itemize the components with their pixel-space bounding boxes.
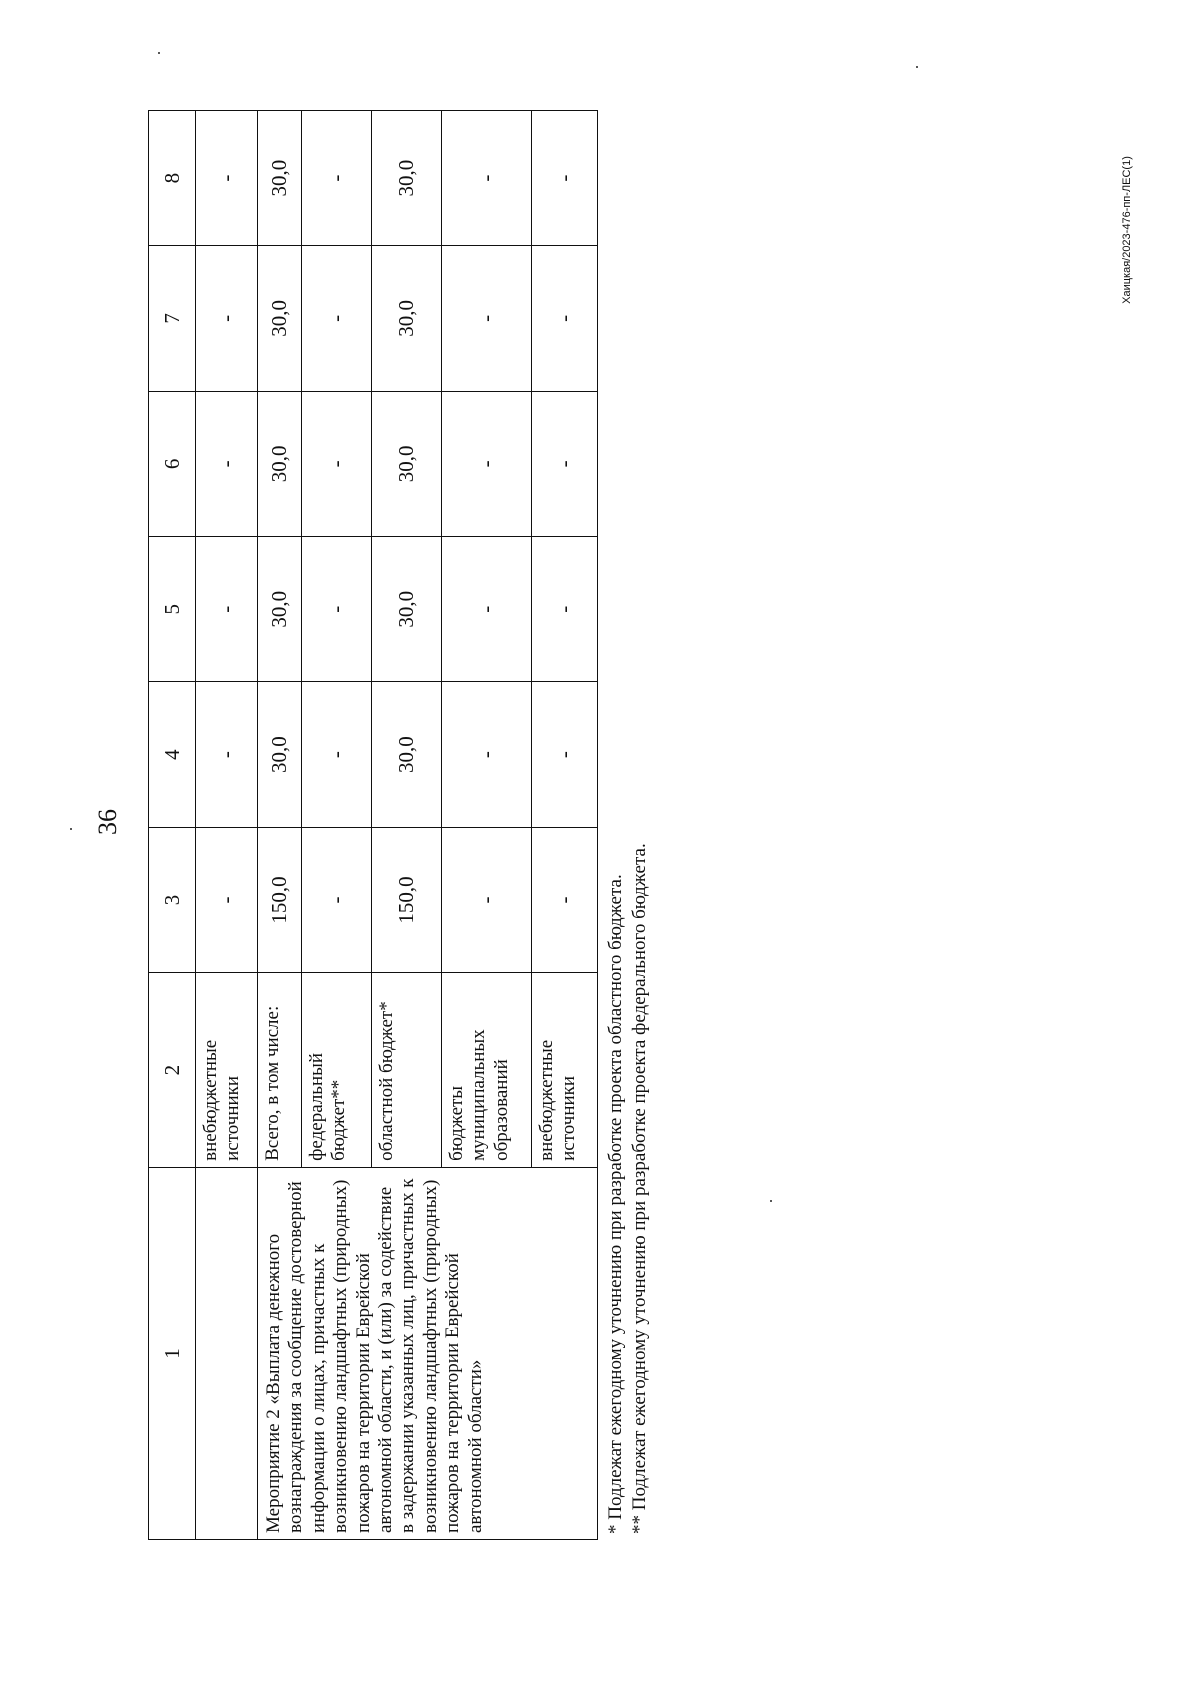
- value-cell: -: [442, 246, 532, 391]
- value-cell: -: [196, 111, 258, 246]
- value-cell: -: [302, 246, 372, 391]
- table-row: [196, 111, 258, 1540]
- value-cell: -: [532, 537, 598, 682]
- document-reference: Хаицкая/2023-476-пп-ЛЕС(1): [1121, 156, 1133, 304]
- value-cell: 150,0: [258, 827, 302, 972]
- funding-source: федеральный бюджет**: [302, 973, 372, 1168]
- value-cell: -: [442, 537, 532, 682]
- funding-source: внебюджетные источники: [196, 973, 258, 1168]
- value-cell: 30,0: [372, 537, 442, 682]
- column-header: 7: [149, 246, 196, 391]
- column-header: 3: [149, 827, 196, 972]
- value-cell: -: [532, 827, 598, 972]
- value-cell: -: [532, 682, 598, 827]
- column-header: 5: [149, 537, 196, 682]
- empty-measure-cell: [196, 1167, 258, 1539]
- value-cell: -: [302, 391, 372, 536]
- column-number-row: [149, 111, 196, 1540]
- value-cell: -: [196, 246, 258, 391]
- value-cell: -: [442, 391, 532, 536]
- value-cell: -: [302, 111, 372, 246]
- footnote-regional-budget: * Подлежат ежегодному уточнению при разработке проекта областного бюджета.: [605, 874, 626, 1534]
- value-cell: 30,0: [372, 682, 442, 827]
- value-cell: 30,0: [372, 246, 442, 391]
- value-cell: -: [442, 827, 532, 972]
- budget-table: [148, 110, 598, 1540]
- value-cell: 30,0: [258, 111, 302, 246]
- column-header: 8: [149, 111, 196, 246]
- value-cell: -: [302, 682, 372, 827]
- scan-speck: [158, 52, 160, 54]
- rotated-table-area: [148, 110, 708, 1540]
- scan-speck: [70, 828, 72, 830]
- value-cell: -: [196, 537, 258, 682]
- funding-source: Всего, в том числе:: [258, 973, 302, 1168]
- value-cell: -: [196, 827, 258, 972]
- funding-source: бюджеты муниципальных образований: [442, 973, 532, 1168]
- value-cell: 150,0: [372, 827, 442, 972]
- value-cell: -: [442, 682, 532, 827]
- column-header: 2: [149, 973, 196, 1168]
- value-cell: 30,0: [372, 111, 442, 246]
- value-cell: -: [532, 391, 598, 536]
- value-cell: -: [532, 111, 598, 246]
- funding-source: областной бюджет*: [372, 973, 442, 1168]
- value-cell: -: [196, 391, 258, 536]
- scan-speck: [770, 1200, 772, 1202]
- measure-description: Мероприятие 2 «Выплата денежного вознаграждения за сообщение достоверной информации о лицах, причастных к возникновению ландшафтных (природных) пожаров на территории Еврейской автономной области, и (или) за содействие в задержании указанных лиц, причастных к возникновению ландшафтных (природных) пожаров на территории Еврейской автономной области»: [258, 1167, 598, 1539]
- value-cell: -: [532, 246, 598, 391]
- footnotes: [604, 110, 653, 1540]
- column-header: 1: [149, 1167, 196, 1539]
- value-cell: 30,0: [258, 537, 302, 682]
- page-number: 36: [93, 809, 122, 835]
- value-cell: 30,0: [258, 391, 302, 536]
- footnote-federal-budget: ** Подлежат ежегодному уточнению при разработке проекта федерального бюджета.: [629, 843, 651, 1534]
- value-cell: 30,0: [258, 246, 302, 391]
- column-header: 4: [149, 682, 196, 827]
- value-cell: -: [302, 827, 372, 972]
- funding-source: внебюджетные источники: [532, 973, 598, 1168]
- value-cell: 30,0: [372, 391, 442, 536]
- value-cell: -: [196, 682, 258, 827]
- value-cell: 30,0: [258, 682, 302, 827]
- value-cell: -: [302, 537, 372, 682]
- value-cell: -: [442, 111, 532, 246]
- scan-speck: [916, 66, 918, 68]
- table-row: [258, 111, 302, 1540]
- column-header: 6: [149, 391, 196, 536]
